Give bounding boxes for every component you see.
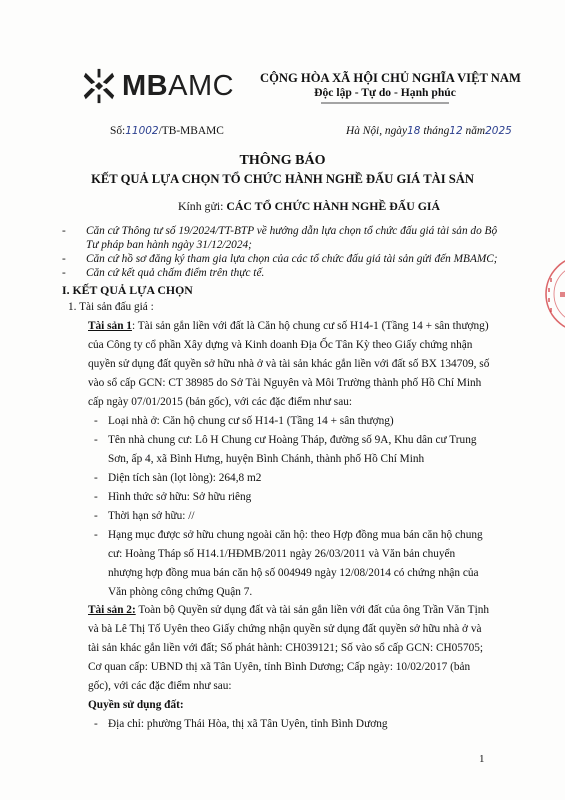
document-date: Hà Nội, ngày18 tháng12 năm2025	[346, 125, 512, 137]
asset1-bullet: cư: Hoàng Tháp số H14.1/HĐMB/2011 ngày 26/03/2011 và Văn bản chuyển	[108, 548, 456, 560]
bullet-dash: -	[94, 472, 98, 484]
basis-line: Căn cứ Thông tư số 19/2024/TT-BTP về hướng dẫn lựa chọn tổ chức đấu giá tài sản do Bộ	[86, 225, 498, 237]
page-number: 1	[479, 753, 485, 765]
asset1-bullet: Sơn, ấp 4, xã Bình Hưng, huyện Bình Chánh, thành phố Hồ Chí Minh	[108, 453, 425, 465]
asset1-line: quyền sử dụng đất quyền sở hữu nhà ở và tài sản khác gắn liền với đất số BX 134709, số	[88, 358, 490, 370]
asset2-label: Tài sản 2:	[88, 604, 136, 616]
asset1-bullet: Tên nhà chung cư: Lô H Chung cư Hoàng Tháp, đường số 9A, Khu dân cư Trung	[108, 434, 477, 446]
asset1-bullet: nhượng hợp đồng mua bán căn hộ số 004949 ngày 12/08/2014 có chứng nhận của	[108, 567, 479, 579]
basis-line: Tư pháp ban hành ngày 31/12/2024;	[86, 239, 252, 251]
document-number: Số:11002/TB-MBAMC	[110, 125, 224, 137]
asset1-line: cấp ngày 07/01/2015 (bản gốc), với các đặc điểm như sau:	[88, 396, 352, 408]
asset1-line: Tài sản 1: Tài sản gắn liền với đất là Căn hộ chung cư số H14-1 (Tầng 14 + sân thượng)	[88, 320, 489, 332]
asset1-label: Tài sản 1	[88, 320, 132, 332]
motto-underline	[321, 101, 449, 105]
asset1-bullet: Hạng mục được sở hữu chung ngoài căn hộ: theo Hợp đồng mua bán căn hộ chung	[108, 529, 483, 541]
asset2-line: và bà Lê Thị Tố Uyên theo Giấy chứng nhận quyền sử dụng đất quyền sở hữu nhà ở và	[88, 623, 482, 635]
asset2-line: Tài sản 2: Toàn bộ Quyền sử dụng đất và tài sản gắn liền với đất của ông Trần Văn Tịnh	[88, 604, 490, 616]
land-bullet: Địa chỉ: phường Thái Hòa, thị xã Tân Uyên, tỉnh Bình Dương	[108, 718, 388, 730]
bullet-dash: -	[94, 718, 98, 730]
asset1-bullet: Loại nhà ở: Căn hộ chung cư số H14-1 (Tầng 14 + sân thượng)	[108, 415, 394, 427]
bullet-dash: -	[94, 529, 98, 541]
bullet-dash: -	[94, 510, 98, 522]
bullet-dash: -	[94, 434, 98, 446]
basis-line: Căn cứ kết quả chấm điểm trên thực tế.	[86, 267, 265, 279]
asset2-line: tài sản khác gắn liền với đất; Số phát hành: CH039121; Số vào sổ cấp GCN: CH05705;	[88, 642, 484, 654]
asset1-bullet: Văn phòng công chứng Quận 7.	[108, 586, 253, 598]
basis-dash: -	[62, 253, 66, 265]
basis-dash: -	[62, 225, 66, 237]
seal-stamp-icon	[540, 252, 565, 336]
asset1-bullet: Hình thức sở hữu: Sở hữu riêng	[108, 491, 252, 503]
nation-title: CỘNG HÒA XÃ HỘI CHỦ NGHĨA VIỆT NAM	[260, 71, 521, 85]
logo-mark-icon	[80, 67, 118, 105]
asset1-line: của Công ty cổ phần Xây dựng và Kinh doanh Địa Ốc Tân Kỳ theo Giấy chứng nhận	[88, 339, 473, 351]
recipient: Kính gửi: CÁC TỔ CHỨC HÀNH NGHỀ ĐẤU GIÁ	[178, 199, 441, 213]
basis-dash: -	[62, 267, 66, 279]
nation-motto: Độc lập - Tự do - Hạnh phúc	[314, 86, 456, 99]
logo-text: MBAMC	[122, 70, 235, 102]
basis-line: Căn cứ hồ sơ đăng ký tham gia lựa chọn của các tổ chức đấu giá tài sản gửi đến MBAMC;	[86, 253, 498, 265]
asset1-line: vào sổ cấp GCN: CT 38985 do Sở Tài Nguyên và Môi Trường thành phố Hồ Chí Minh	[88, 377, 482, 389]
page-subtitle: KẾT QUẢ LỰA CHỌN TỔ CHỨC HÀNH NGHỀ ĐẤU GIÁ TÀI SẢN	[91, 172, 474, 186]
asset2-line: Cơ quan cấp: UBND thị xã Tân Uyên, tỉnh Bình Dương; Cấp ngày: 10/02/2017 (bản	[88, 661, 471, 673]
land-use-heading: Quyền sử dụng đất:	[88, 699, 184, 711]
national-heading	[260, 70, 521, 105]
asset2-line: gốc), với các đặc điểm như sau:	[88, 680, 232, 692]
handwritten-number: 11002	[125, 125, 159, 137]
bullet-dash: -	[94, 491, 98, 503]
asset1-bullet: Thời hạn sở hữu: //	[108, 510, 195, 522]
page-title: THÔNG BÁO	[239, 153, 326, 168]
section-heading: I. KẾT QUẢ LỰA CHỌN	[62, 283, 193, 297]
asset1-bullet: Diện tích sàn (lọt lòng): 264,8 m2	[108, 472, 262, 484]
bullet-dash: -	[94, 415, 98, 427]
item-heading: 1. Tài sản đấu giá :	[68, 301, 154, 313]
company-logo	[80, 66, 234, 106]
